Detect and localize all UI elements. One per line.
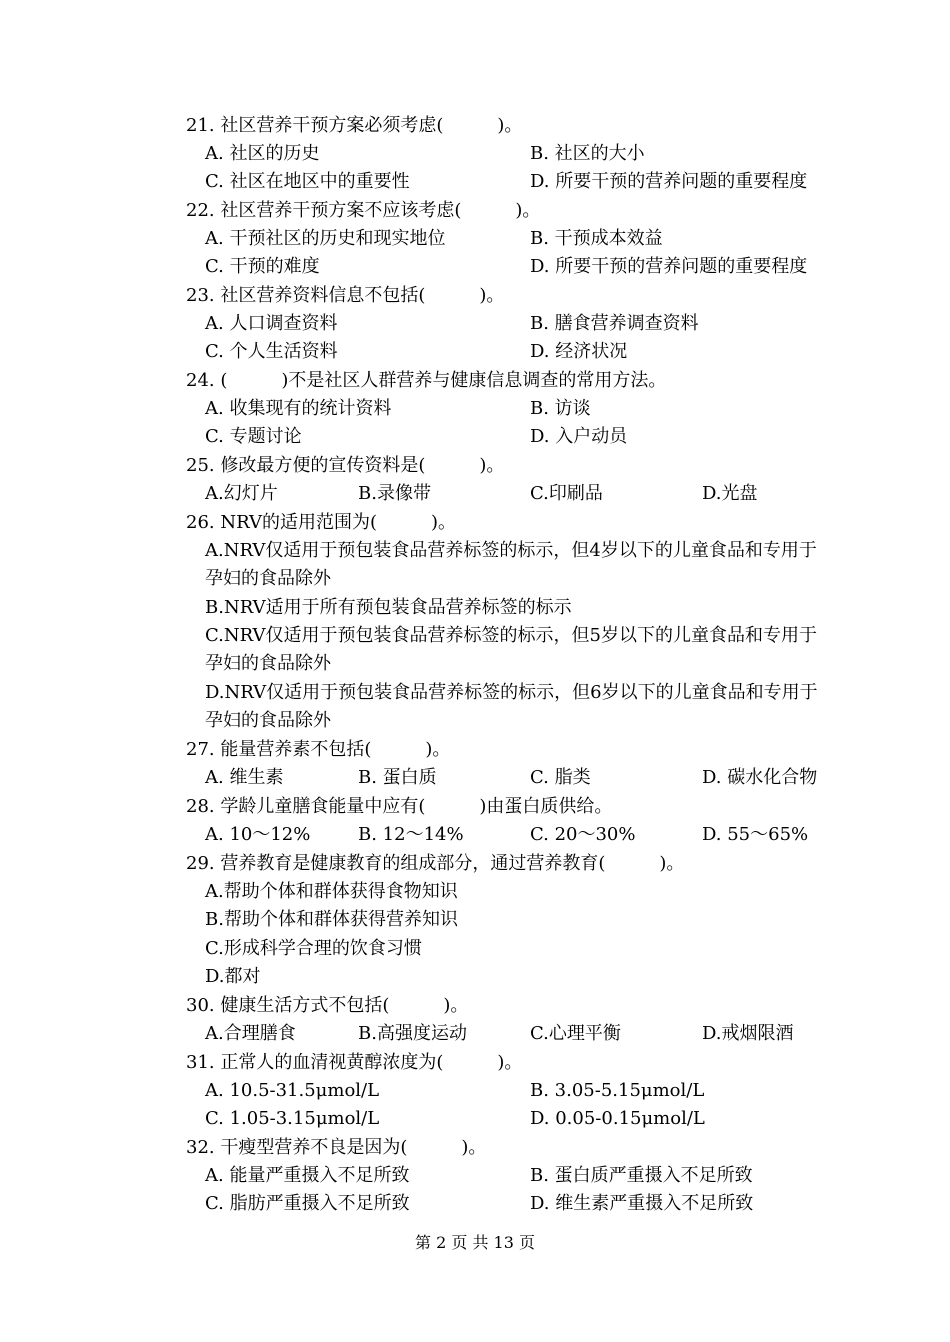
question-29-option-b: B.帮助个体和群体获得营养知识 <box>205 909 458 930</box>
question-30-option-d: D.戒烟限酒 <box>702 1023 794 1044</box>
question-31-stem: 31. 正常人的血清视黄醇浓度为( )。 <box>186 1052 523 1073</box>
question-21-option-a: A. 社区的历史 <box>205 143 320 164</box>
question-28-option-b: B. 12～14% <box>358 824 464 845</box>
question-24-option-b: B. 访谈 <box>530 398 591 419</box>
question-26-option-d-line2: 孕妇的食品除外 <box>205 710 331 731</box>
question-29-stem: 29. 营养教育是健康教育的组成部分，通过营养教育( )。 <box>186 853 685 874</box>
question-22-option-c: C. 干预的难度 <box>205 256 320 277</box>
question-32-option-b: B. 蛋白质严重摄入不足所致 <box>530 1165 753 1186</box>
question-30-option-a: A.合理膳食 <box>205 1023 296 1044</box>
question-29-option-d: D.都对 <box>205 966 261 987</box>
question-22-stem: 22. 社区营养干预方案不应该考虑( )。 <box>186 200 541 221</box>
question-25-stem: 25. 修改最方便的宣传资料是( )。 <box>186 455 505 476</box>
question-23-option-c: C. 个人生活资料 <box>205 341 338 362</box>
question-25-option-b: B.录像带 <box>358 483 431 504</box>
question-31-option-b: B. 3.05-5.15μmol/L <box>530 1080 705 1101</box>
question-28-option-c: C. 20～30% <box>530 824 636 845</box>
question-30-option-b: B.高强度运动 <box>358 1023 467 1044</box>
question-27-option-b: B. 蛋白质 <box>358 767 437 788</box>
question-24-stem: 24. ( )不是社区人群营养与健康信息调查的常用方法。 <box>186 370 667 391</box>
question-32-option-c: C. 脂肪严重摄入不足所致 <box>205 1193 410 1214</box>
question-23-option-b: B. 膳食营养调查资料 <box>530 313 699 334</box>
question-28-option-a: A. 10～12% <box>205 824 311 845</box>
question-31-option-c: C. 1.05-3.15μmol/L <box>205 1108 380 1129</box>
question-23-option-a: A. 人口调查资料 <box>205 313 338 334</box>
question-22-option-b: B. 干预成本效益 <box>530 228 663 249</box>
question-25-option-c: C.印刷品 <box>530 483 603 504</box>
question-25-option-d: D.光盘 <box>702 483 758 504</box>
question-26-option-d-line1: D.NRV仅适用于预包装食品营养标签的标示，但6岁以下的儿童食品和专用于 <box>205 682 818 703</box>
question-31-option-a: A. 10.5-31.5μmol/L <box>205 1080 380 1101</box>
question-26-option-c-line2: 孕妇的食品除外 <box>205 653 331 674</box>
page-number-footer: 第 2 页 共 13 页 <box>415 1233 535 1252</box>
question-32-option-d: D. 维生素严重摄入不足所致 <box>530 1193 754 1214</box>
question-25-option-a: A.幻灯片 <box>205 483 278 504</box>
question-23-stem: 23. 社区营养资料信息不包括( )。 <box>186 285 505 306</box>
question-21-option-d: D. 所要干预的营养问题的重要程度 <box>530 171 808 192</box>
question-23-option-d: D. 经济状况 <box>530 341 628 362</box>
question-27-stem: 27. 能量营养素不包括( )。 <box>186 739 451 760</box>
question-31-option-d: D. 0.05-0.15μmol/L <box>530 1108 705 1129</box>
question-29-option-a: A.帮助个体和群体获得食物知识 <box>205 881 458 902</box>
question-26-stem: 26. NRV的适用范围为( )。 <box>186 512 457 533</box>
question-22-option-d: D. 所要干预的营养问题的重要程度 <box>530 256 808 277</box>
question-28-stem: 28. 学龄儿童膳食能量中应有( )由蛋白质供给。 <box>186 796 613 817</box>
question-27-option-a: A. 维生素 <box>205 767 284 788</box>
question-21-stem: 21. 社区营养干预方案必须考虑( )。 <box>186 115 523 136</box>
question-29-option-c: C.形成科学合理的饮食习惯 <box>205 938 422 959</box>
question-27-option-c: C. 脂类 <box>530 767 591 788</box>
question-24-option-c: C. 专题讨论 <box>205 426 302 447</box>
question-26-option-a-line2: 孕妇的食品除外 <box>205 568 331 589</box>
question-26-option-a-line1: A.NRV仅适用于预包装食品营养标签的标示，但4岁以下的儿童食品和专用于 <box>205 540 817 561</box>
question-30-option-c: C.心理平衡 <box>530 1023 621 1044</box>
question-21-option-b: B. 社区的大小 <box>530 143 645 164</box>
question-27-option-d: D. 碳水化合物 <box>702 767 818 788</box>
question-22-option-a: A. 干预社区的历史和现实地位 <box>205 228 446 249</box>
question-26-option-c-line1: C.NRV仅适用于预包装食品营养标签的标示，但5岁以下的儿童食品和专用于 <box>205 625 817 646</box>
question-30-stem: 30. 健康生活方式不包括( )。 <box>186 995 469 1016</box>
question-32-option-a: A. 能量严重摄入不足所致 <box>205 1165 410 1186</box>
question-21-option-c: C. 社区在地区中的重要性 <box>205 171 410 192</box>
question-24-option-a: A. 收集现有的统计资料 <box>205 398 392 419</box>
question-32-stem: 32. 干瘦型营养不良是因为( )。 <box>186 1137 487 1158</box>
question-24-option-d: D. 入户动员 <box>530 426 628 447</box>
question-28-option-d: D. 55～65% <box>702 824 809 845</box>
question-26-option-b: B.NRV适用于所有预包装食品营养标签的标示 <box>205 597 572 618</box>
